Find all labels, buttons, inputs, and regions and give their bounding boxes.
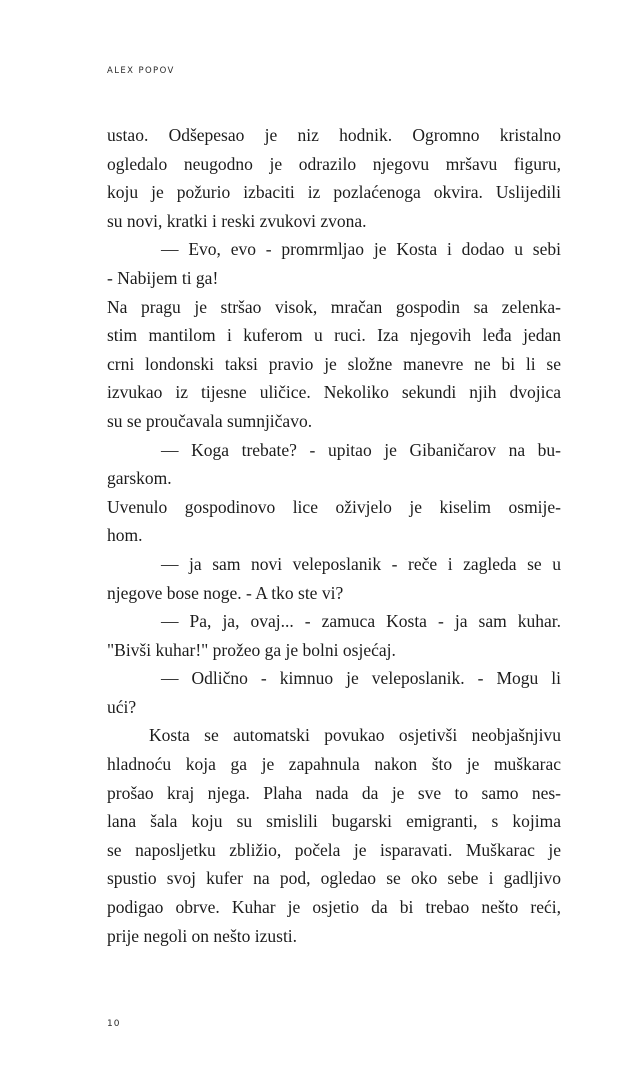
dialogue-line: — Pa, ja, ovaj... - zamuca Kosta - ja sam kuhar. [161,611,561,632]
text-line: ući? [107,696,137,717]
text-line: koju je požurio izbaciti iz pozlaćenoga okvira. Uslijedili [107,182,561,203]
text-line: njegove bose noge. - A tko ste vi? [107,582,344,603]
text-line: hladnoću koja ga je zapahnula nakon što je muškarac [107,754,561,775]
text-line: prošao kraj njega. Plaha nada da je sve to samo nes- [107,782,561,803]
dialogue-line: — Koga trebate? - upitao je Gibaničarov na bu- [161,439,561,460]
text-line: ogledalo neugodno je odrazilo njegovu mršavu figuru, [107,153,561,174]
text-line: su novi, kratki i reski zvukovi zvona. [107,210,367,231]
dialogue-line: — ja sam novi veleposlanik - reče i zagleda se u [161,553,561,574]
text-line: lana šala koju su smislili bugarski emigranti, s kojima [107,811,561,832]
text-line: crni londonski taksi pravio je složne manevre ne bi li se [107,353,561,374]
text-line: Uvenulo gospodinovo lice oživjelo je kiselim osmije- [107,496,561,517]
page-number: 10 [107,1019,121,1029]
text-line: su se proučavala sumnjičavo. [107,410,313,431]
paragraph-start-line: Kosta se automatski povukao osjetivši neobjašnjivu [149,725,561,746]
text-line: podigao obrve. Kuhar je osjetio da bi trebao nešto reći, [107,897,561,918]
text-line: spustio svoj kufer na pod, ogledao se oko sebe i gadljivo [107,868,561,889]
running-head: ALEX POPOV [107,66,175,76]
dialogue-line: — Evo, evo - promrmljao je Kosta i dodao u sebi [161,239,561,260]
text-line: izvukao iz tijesne uličice. Nekoliko sekundi njih dvojica [107,382,561,403]
text-line: hom. [107,525,143,546]
body-text [107,121,561,950]
text-line: "Bivši kuhar!" prožeo ga je bolni osjećaj. [107,639,396,660]
text-line: stim mantilom i kuferom u ruci. Iza njegovih leđa jedan [107,325,561,346]
text-line: Na pragu je stršao visok, mračan gospodin sa zelenka- [107,296,561,317]
text-line: garskom. [107,468,172,489]
text-line: ustao. Odšepesao je niz hodnik. Ogromno kristalno [107,125,561,145]
text-line: - Nabijem ti ga! [107,267,219,288]
text-line: prije negoli on nešto izusti. [107,925,298,946]
text-line: se naposljetku zbližio, počela je isparavati. Muškarac je [107,839,561,860]
dialogue-line: — Odlično - kimnuo je veleposlanik. - Mogu li [161,668,561,689]
